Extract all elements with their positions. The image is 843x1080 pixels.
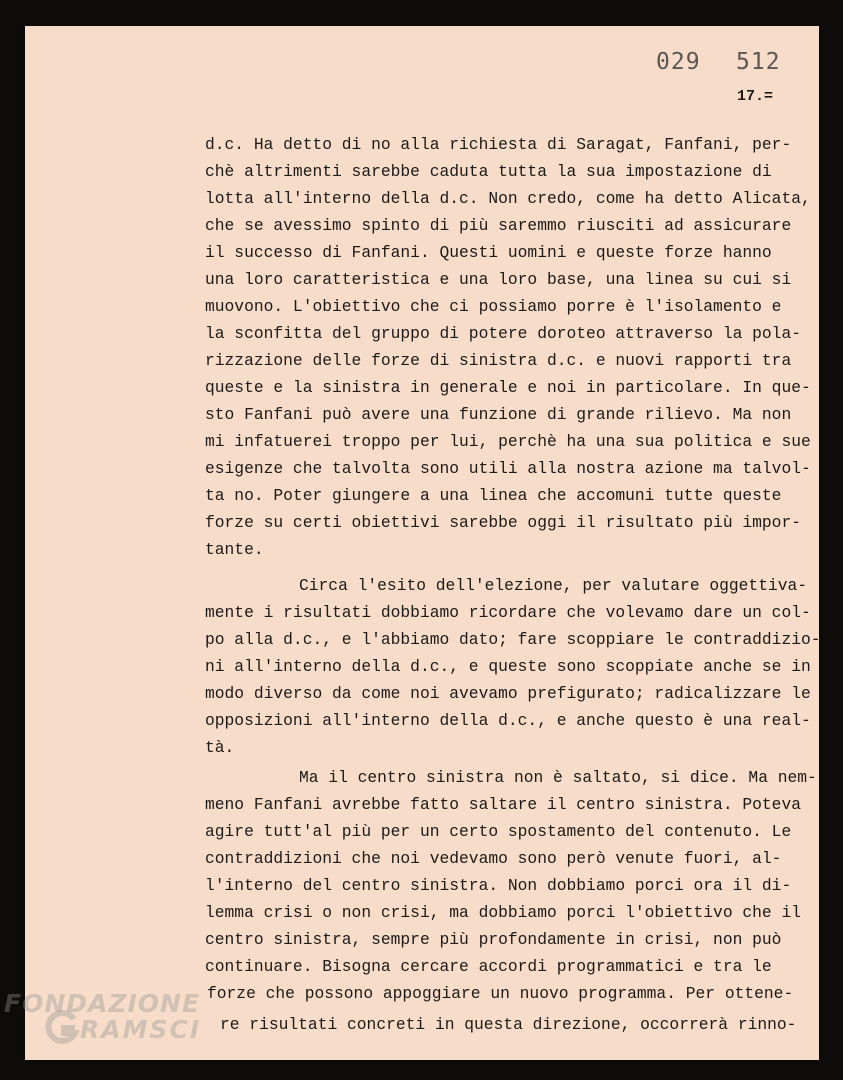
text-line: continuare. Bisogna cercare accordi programmatici e tra le	[205, 957, 772, 976]
text-line: sto Fanfani può avere una funzione di grande rilievo. Ma non	[205, 405, 792, 424]
text-line: Circa l'esito dell'elezione, per valutare oggettiva-	[299, 576, 808, 595]
text-line: lemma crisi o non crisi, ma dobbiamo porci l'obiettivo che il	[205, 903, 801, 922]
text-line: la sconfitta del gruppo di potere doroteo attraverso la pola-	[205, 324, 801, 343]
text-line: mi infatuerei troppo per lui, perchè ha una sua politica e sue	[205, 432, 811, 451]
archive-number-left: 029	[656, 49, 701, 75]
text-line: opposizioni all'interno della d.c., e anche questo è una real-	[205, 711, 811, 730]
g-logo-icon	[44, 1009, 80, 1045]
text-line: meno Fanfani avrebbe fatto saltare il centro sinistra. Poteva	[205, 795, 801, 814]
text-line: queste e la sinistra in generale e noi in particolare. In que-	[205, 378, 811, 397]
watermark-line-1: FONDAZIONE	[4, 989, 201, 1018]
text-line: tà.	[205, 738, 235, 757]
watermark-line-2: RAMSCI	[80, 1015, 202, 1044]
page-number: 17.=	[737, 88, 774, 105]
text-line: forze che possono appoggiare un nuovo programma. Per ottene-	[207, 984, 794, 1003]
fondazione-gramsci-watermark	[0, 985, 220, 1060]
text-line: centro sinistra, sempre più profondamente in crisi, non può	[205, 930, 782, 949]
text-line: che se avessimo spinto di più saremmo riusciti ad assicurare	[205, 216, 792, 235]
text-line: tante.	[205, 540, 264, 559]
text-line: l'interno del centro sinistra. Non dobbiamo porci ora il di-	[205, 876, 792, 895]
text-line: forze su certi obiettivi sarebbe oggi il risultato più impor-	[205, 513, 801, 532]
text-line: una loro caratteristica e una loro base, una linea su cui si	[205, 270, 792, 289]
text-line: il successo di Fanfani. Questi uomini e queste forze hanno	[205, 243, 772, 262]
text-line: re risultati concreti in questa direzione, occorrerà rinno-	[220, 1015, 797, 1034]
text-line: rizzazione delle forze di sinistra d.c. e nuovi rapporti tra	[205, 351, 792, 370]
text-line: d.c. Ha detto di no alla richiesta di Saragat, Fanfani, per-	[205, 135, 792, 154]
text-line: mente i risultati dobbiamo ricordare che volevamo dare un col-	[205, 603, 811, 622]
text-line: agire tutt'al più per un certo spostamento del contenuto. Le	[205, 822, 792, 841]
text-line: po alla d.c., e l'abbiamo dato; fare scoppiare le contraddizio-	[205, 630, 821, 649]
text-line: muovono. L'obiettivo che ci possiamo porre è l'isolamento e	[205, 297, 782, 316]
text-line: esigenze che talvolta sono utili alla nostra azione ma talvol-	[205, 459, 811, 478]
text-line: ni all'interno della d.c., e queste sono scoppiate anche se in	[205, 657, 811, 676]
text-line: modo diverso da come noi avevamo prefigurato; radicalizzare le	[205, 684, 811, 703]
archive-number-right: 512	[736, 49, 781, 75]
text-line: ta no. Poter giungere a una linea che accomuni tutte queste	[205, 486, 782, 505]
text-line: Ma il centro sinistra non è saltato, si dice. Ma nem-	[299, 768, 817, 787]
text-line: contraddizioni che noi vedevamo sono però venute fuori, al-	[205, 849, 782, 868]
text-line: lotta all'interno della d.c. Non credo, come ha detto Alicata,	[205, 189, 811, 208]
text-line: chè altrimenti sarebbe caduta tutta la sua impostazione di	[205, 162, 772, 181]
